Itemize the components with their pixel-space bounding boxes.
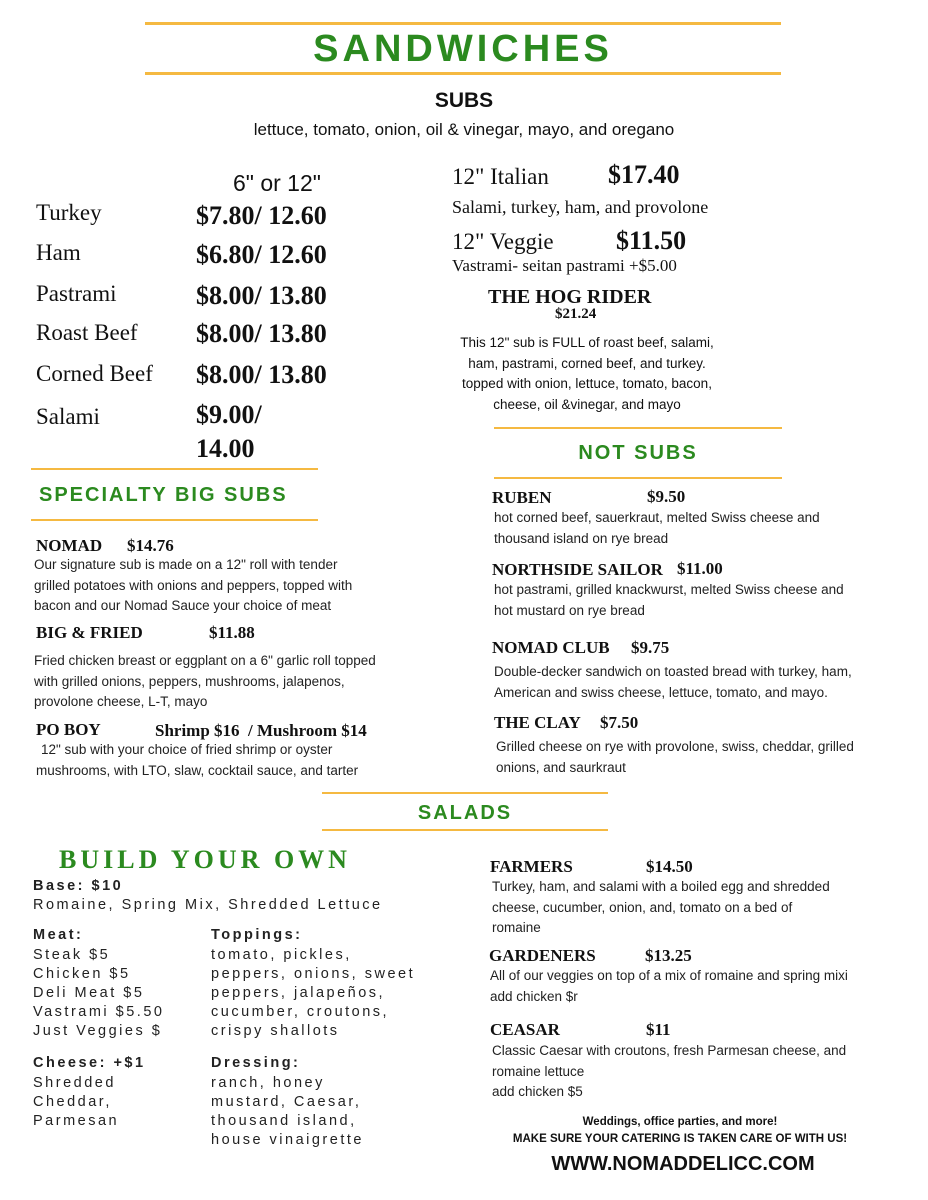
not-subs-bottom-rule (494, 477, 782, 479)
nomad-desc-line: bacon and our Nomad Sauce your choice of meat (34, 598, 332, 613)
ceasar-name: CEASAR (490, 1020, 560, 1039)
gardeners-desc-line: add chicken $r (490, 988, 578, 1004)
big-fried-desc-line: Fried chicken breast or eggplant on a 6" garlic roll topped (34, 653, 376, 668)
farmers-price: $14.50 (646, 857, 693, 876)
sub-price-ham: $6.80/ 12.60 (196, 240, 327, 269)
meat-option: Deli Meat $5 (33, 985, 145, 1001)
meat-option: Chicken $5 (33, 966, 131, 982)
nomad-club-desc-line: American and swiss cheese, lettuce, tomato, and mayo. (494, 684, 828, 700)
ceasar-desc-line: romaine lettuce (492, 1063, 585, 1079)
italian-name: 12" Italian (452, 164, 549, 189)
italian-desc: Salami, turkey, ham, and provolone (452, 197, 709, 217)
hog-rider-price: $21.24 (555, 306, 597, 322)
nomad-desc (34, 555, 352, 617)
nomad-club-price: $9.75 (631, 638, 670, 657)
sub-price-salami-1: $9.00/ (196, 400, 262, 429)
sub-name-pastrami: Pastrami (36, 281, 117, 306)
the-clay-desc-line: Grilled cheese on rye with provolone, swiss, cheddar, grilled (496, 739, 854, 754)
nomad-desc-line: grilled potatoes with onions and peppers, topped with (34, 577, 353, 593)
ruben-desc (494, 508, 820, 549)
farmers-desc-line: romaine (492, 920, 541, 935)
sub-price-salami-2: 14.00 (196, 434, 255, 463)
topping-line: peppers, jalapeños, (211, 985, 386, 1001)
catering-callout: MAKE SURE YOUR CATERING IS TAKEN CARE OF WITH US! (512, 1133, 848, 1145)
big-fried-desc (34, 651, 376, 713)
sub-price-corned-beef: $8.00/ 13.80 (196, 360, 327, 389)
sub-name-turkey: Turkey (36, 200, 102, 225)
dressing-line: mustard, Caesar, (211, 1094, 362, 1110)
ceasar-desc-line: Classic Caesar with croutons, fresh Parmesan cheese, and (492, 1043, 847, 1058)
website-link[interactable]: WWW.NOMADDELICC.COM (551, 1153, 815, 1175)
sub-name-ham: Ham (36, 240, 81, 265)
toppings-label: Toppings: (211, 927, 303, 943)
nomad-club-desc (494, 662, 852, 703)
dressing-list (211, 1074, 364, 1150)
big-fried-desc-line: provolone cheese, L-T, mayo (34, 694, 208, 709)
meat-option: Just Veggies $ (33, 1023, 163, 1039)
gardeners-price: $13.25 (645, 946, 692, 965)
italian-price: $17.40 (608, 160, 680, 189)
big-fried-price: $11.88 (209, 623, 255, 642)
farmers-name: FARMERS (490, 857, 573, 876)
cheese-label: Cheese: +$1 (33, 1055, 146, 1071)
the-clay-price: $7.50 (600, 713, 639, 732)
ceasar-desc-line: add chicken $5 (492, 1084, 583, 1099)
topping-line: peppers, onions, sweet (211, 966, 416, 982)
catering-tagline: Weddings, office parties, and more! (582, 1116, 778, 1128)
cheese-list (33, 1074, 119, 1131)
header-bottom-rule (145, 72, 781, 75)
the-clay-desc (496, 737, 854, 778)
nomad-desc-line: Our signature sub is made on a 12" roll with tender (34, 557, 338, 572)
nomad-club-name: NOMAD CLUB (492, 638, 610, 657)
the-clay-desc-line: onions, and saurkraut (496, 759, 626, 775)
ruben-price: $9.50 (647, 487, 686, 506)
topping-line: tomato, pickles, (211, 947, 352, 963)
specialty-heading: SPECIALTY BIG SUBS (39, 484, 288, 506)
salads-heading: SALADS (417, 802, 513, 824)
base-label: Base: $10 (33, 878, 124, 894)
the-clay-name: THE CLAY (494, 713, 581, 732)
sub-price-pastrami: $8.00/ 13.80 (196, 281, 327, 310)
cheese-option: Shredded (33, 1075, 116, 1091)
base-items: Romaine, Spring Mix, Shredded Lettuce (33, 897, 383, 913)
hog-rider-desc-line: cheese, oil &vinegar, and mayo (493, 396, 681, 412)
topping-line: cucumber, croutons, (211, 1004, 390, 1020)
specialty-bottom-rule (31, 519, 318, 521)
gardeners-name: GARDENERS (489, 946, 596, 965)
nomad-club-desc-line: Double-decker sandwich on toasted bread with turkey, ham, (494, 664, 852, 679)
veggie-desc: Vastrami- seitan pastrami +$5.00 (452, 256, 677, 275)
sub-price-roast-beef: $8.00/ 13.80 (196, 319, 327, 348)
hog-rider-name: THE HOG RIDER (488, 286, 652, 308)
nomad-price: $14.76 (127, 536, 174, 555)
salads-top-rule (322, 792, 608, 794)
gardeners-desc (490, 966, 848, 1007)
hog-rider-desc-line: topped with onion, lettuce, tomato, bacon, (462, 376, 712, 391)
page-title: SANDWICHES (313, 28, 613, 70)
ruben-desc-line: thousand island on rye bread (494, 530, 669, 546)
topping-line: crispy shallots (211, 1023, 340, 1039)
farmers-desc-line: Turkey, ham, and salami with a boiled egg and shredded (492, 879, 830, 894)
sub-price-turkey: $7.80/ 12.60 (196, 201, 327, 230)
farmers-desc-line: cheese, cucumber, onion, and, tomato on a bed of (492, 899, 793, 915)
big-fried-desc-line: with grilled onions, peppers, mushrooms, jalapenos, (34, 673, 345, 689)
toppings-list (211, 946, 415, 1041)
hog-rider-desc-line: ham, pastrami, corned beef, and turkey. (468, 355, 706, 371)
salads-bottom-rule (322, 829, 608, 831)
hog-rider-desc (432, 333, 742, 415)
northside-sailor-desc-line: hot pastrami, grilled knackwurst, melted Swiss cheese and (494, 582, 844, 597)
not-subs-heading: NOT SUBS (578, 442, 698, 464)
dressing-line: thousand island, (211, 1113, 357, 1129)
northside-sailor-desc (494, 580, 844, 621)
po-boy-desc (36, 740, 358, 781)
po-boy-price: Shrimp $16 / Mushroom $14 (155, 721, 367, 740)
big-fried-name: BIG & FRIED (36, 623, 143, 642)
dressing-line: house vinaigrette (211, 1132, 364, 1148)
hog-rider-desc-line: This 12" sub is FULL of roast beef, salami, (460, 335, 714, 350)
farmers-desc (492, 877, 830, 939)
po-boy-name: PO BOY (36, 720, 101, 739)
po-boy-desc-line: 12" sub with your choice of fried shrimp or oyster (41, 742, 333, 757)
not-subs-top-rule (494, 427, 782, 429)
meat-list (33, 946, 164, 1041)
northside-sailor-desc-line: hot mustard on rye bread (494, 602, 645, 618)
subs-toppings: lettuce, tomato, onion, oil & vinegar, mayo, and oregano (253, 120, 675, 139)
meat-label: Meat: (33, 927, 84, 943)
sub-name-corned-beef: Corned Beef (36, 361, 153, 386)
sub-name-roast-beef: Roast Beef (36, 320, 138, 345)
gardeners-desc-line: All of our veggies on top of a mix of romaine and spring mixi (490, 968, 848, 983)
cheese-option: Parmesan (33, 1113, 120, 1129)
dressing-line: ranch, honey (211, 1075, 325, 1091)
veggie-price: $11.50 (616, 226, 687, 255)
dressing-label: Dressing: (211, 1055, 301, 1071)
header-top-rule (145, 22, 781, 25)
build-your-own-heading: BUILD YOUR OWN (59, 845, 351, 874)
ruben-name: RUBEN (492, 488, 552, 507)
northside-sailor-price: $11.00 (677, 559, 723, 578)
po-boy-desc-line: mushrooms, with LTO, slaw, cocktail sauce, and tarter (36, 762, 359, 778)
ruben-desc-line: hot corned beef, sauerkraut, melted Swiss cheese and (494, 510, 820, 525)
veggie-name: 12" Veggie (452, 229, 554, 254)
specialty-top-rule (31, 468, 318, 470)
size-label: 6" or 12" (233, 170, 321, 196)
meat-option: Vastrami $5.50 (33, 1004, 165, 1020)
cheese-option: Cheddar, (33, 1094, 112, 1110)
ceasar-price: $11 (646, 1020, 671, 1039)
subs-title: SUBS (434, 89, 494, 112)
ceasar-desc (492, 1041, 846, 1103)
nomad-name: NOMAD (36, 536, 103, 555)
meat-option: Steak $5 (33, 947, 111, 963)
sub-name-salami: Salami (36, 404, 100, 429)
northside-sailor-name: NORTHSIDE SAILOR (492, 560, 663, 579)
